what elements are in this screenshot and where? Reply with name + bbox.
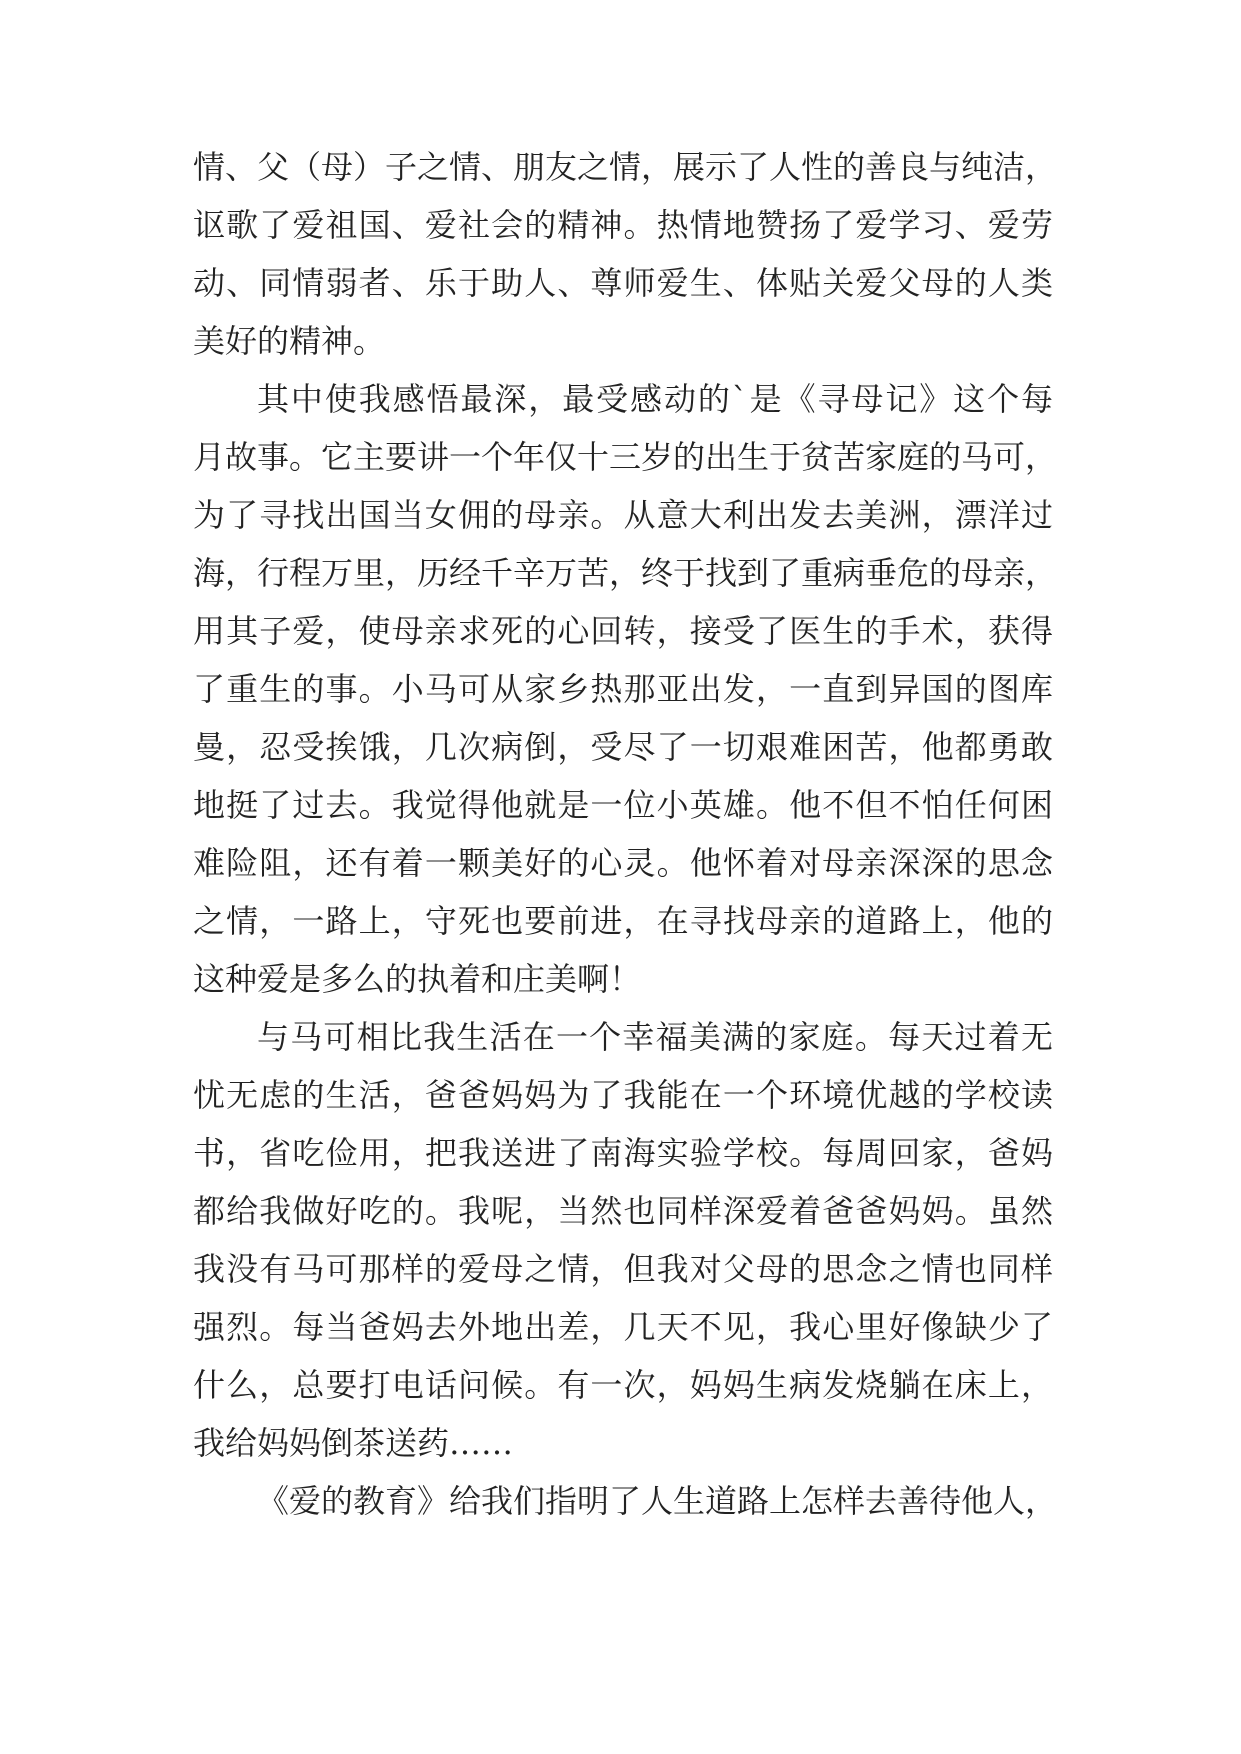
text-line: 我给妈妈倒茶送药…… (193, 1424, 514, 1462)
text-line: 为了寻找出国当女佣的母亲。从意大利出发去美洲，漂洋过 (193, 496, 1053, 534)
paragraph (193, 370, 1058, 1008)
text-line: 书，省吃俭用，把我送进了南海实验学校。每周回家，爸妈 (193, 1134, 1053, 1172)
text-line: 月故事。它主要讲一个年仅十三岁的出生于贫苦家庭的马可， (193, 438, 1058, 476)
text-line: 这种爱是多么的执着和庄美啊！ (193, 960, 642, 998)
body-text (193, 138, 1058, 1530)
text-line: 什么，总要打电话问候。有一次，妈妈生病发烧躺在床上， (193, 1366, 1053, 1404)
text-line: 其中使我感悟最深，最受感动的`是《寻母记》这个每 (257, 380, 1053, 418)
text-line: 之情，一路上，守死也要前进，在寻找母亲的道路上，他的 (193, 902, 1053, 940)
text-line: 情、父（母）子之情、朋友之情，展示了人性的善良与纯洁， (193, 148, 1058, 186)
paragraph (193, 1008, 1053, 1472)
text-line: 难险阻，还有着一颗美好的心灵。他怀着对母亲深深的思念 (193, 844, 1053, 882)
text-line: 曼，忍受挨饿，几次病倒，受尽了一切艰难困苦，他都勇敢 (193, 728, 1053, 766)
text-line: 了重生的事。小马可从家乡热那亚出发，一直到异国的图库 (193, 670, 1053, 708)
text-line: 地挺了过去。我觉得他就是一位小英雄。他不但不怕任何困 (193, 786, 1053, 824)
text-line: 与马可相比我生活在一个幸福美满的家庭。每天过着无 (257, 1018, 1053, 1056)
text-line: 讴歌了爱祖国、爱社会的精神。热情地赞扬了爱学习、爱劳 (193, 206, 1053, 244)
text-line: 我没有马可那样的爱母之情，但我对父母的思念之情也同样 (193, 1250, 1053, 1288)
text-line: 美好的精神。 (193, 322, 386, 360)
text-line: 强烈。每当爸妈去外地出差，几天不见，我心里好像缺少了 (193, 1308, 1053, 1346)
text-line: 动、同情弱者、乐于助人、尊师爱生、体贴关爱父母的人类 (193, 264, 1053, 302)
paragraph (193, 138, 1058, 370)
text-line: 《爱的教育》给我们指明了人生道路上怎样去善待他人， (257, 1482, 1058, 1520)
text-line: 用其子爱，使母亲求死的心回转，接受了医生的手术，获得 (193, 612, 1053, 650)
paragraph (193, 1472, 1058, 1530)
text-line: 都给我做好吃的。我呢，当然也同样深爱着爸爸妈妈。虽然 (193, 1192, 1053, 1230)
text-line: 海，行程万里，历经千辛万苦，终于找到了重病垂危的母亲， (193, 554, 1058, 592)
text-line: 忧无虑的生活，爸爸妈妈为了我能在一个环境优越的学校读 (193, 1076, 1053, 1114)
